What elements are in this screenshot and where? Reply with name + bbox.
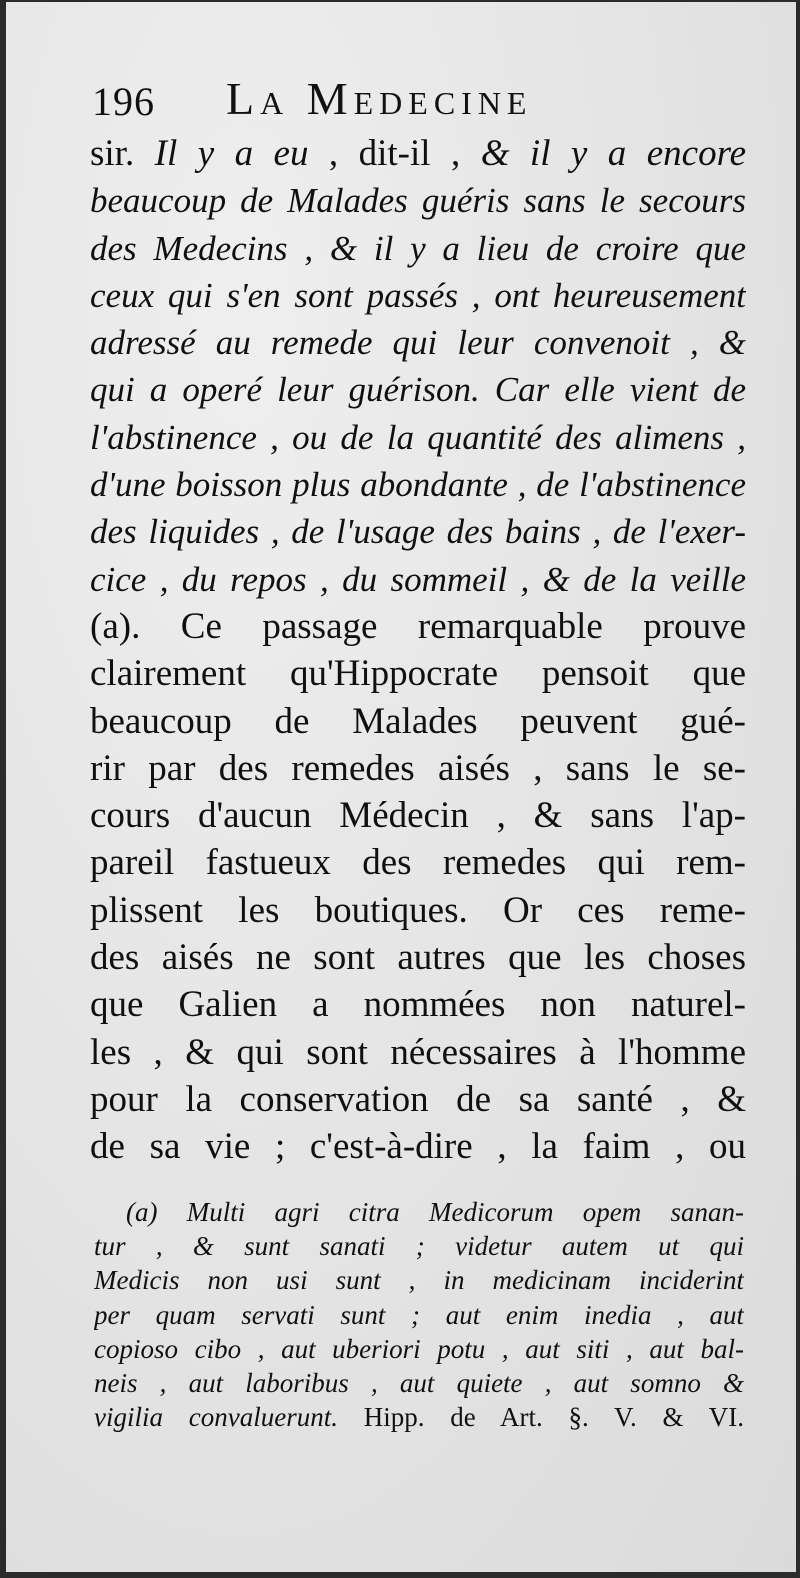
footnote-line: per quam servati sunt ; aut enim inedia , aut [94, 1299, 744, 1330]
text-roman-segment: sir. [90, 133, 135, 174]
footnote [94, 1195, 744, 1434]
text-italic-segment: Il y a eu [154, 133, 309, 174]
footnote-line: neis , aut laboribus , aut quiete , aut somno & [94, 1367, 744, 1398]
footnote-line-text: vigilia convaluerunt. [94, 1402, 338, 1433]
text-roman-segment: , dit-il , [328, 133, 461, 174]
text-line: pour la conservation de sa santé , & [90, 1078, 746, 1120]
book-page [6, 2, 796, 1572]
text-italic-segment: & il y a encore [480, 133, 746, 174]
footnote-line: tur , & sunt sanati ; videtur autem ut qui [94, 1231, 744, 1262]
footnote-line: copioso cibo , aut uberiori potu , aut siti , aut bal- [94, 1333, 744, 1364]
text-line: des aisés ne sont autres que les choses [90, 937, 746, 979]
text-line: beaucoup de Malades peuvent gué- [90, 700, 746, 742]
footnote-last-line [94, 1400, 744, 1434]
text-line: des Medecins , & il y a lieu de croire que [90, 228, 746, 268]
text-line: clairement qu'Hippocrate pensoit que [90, 653, 746, 695]
text-line: beaucoup de Malades guéris sans le secours [90, 181, 746, 221]
footnote-citation: Hipp. de Art. §. V. & VI. [363, 1402, 744, 1433]
text-line: pareil fastueux des remedes qui rem- [90, 842, 746, 884]
text-line: plissent les boutiques. Or ces reme- [90, 889, 746, 931]
text-line: cice , du repos , du sommeil , & de la veille [90, 559, 746, 599]
text-line: qui a operé leur guérison. Car elle vient de [90, 370, 746, 410]
footnote-line: Medicis non usi sunt , in medicinam inciderint [94, 1265, 744, 1296]
running-title: La Medecine [226, 73, 533, 124]
text-line: adressé au remede qui leur convenoit , & [90, 323, 746, 363]
footnote-line: (a) Multi agri citra Medicorum opem sanan- [126, 1197, 744, 1227]
text-line: des liquides , de l'usage des bains , de l'exer- [90, 512, 746, 552]
text-line: l'abstinence , ou de la quantité des alimens , [90, 417, 746, 457]
running-head [92, 72, 742, 128]
text-line: ceux qui s'en sont passés , ont heureusement [90, 275, 746, 315]
text-line: rir par des remedes aisés , sans le se- [90, 747, 746, 789]
page-number: 196 [92, 79, 155, 124]
main-text [90, 130, 746, 1171]
text-line-1 [90, 130, 746, 177]
text-line: cours d'aucun Médecin , & sans l'ap- [90, 795, 746, 837]
text-line: que Galien a nommées non naturel- [90, 984, 746, 1026]
text-line: d'une boisson plus abondante , de l'abstinence [90, 465, 746, 505]
text-line: les , & qui sont nécessaires à l'homme [90, 1031, 746, 1073]
text-line: (a). Ce passage remarquable prouve [90, 605, 746, 647]
text-line: de sa vie ; c'est-à-dire , la faim , ou [90, 1126, 746, 1168]
